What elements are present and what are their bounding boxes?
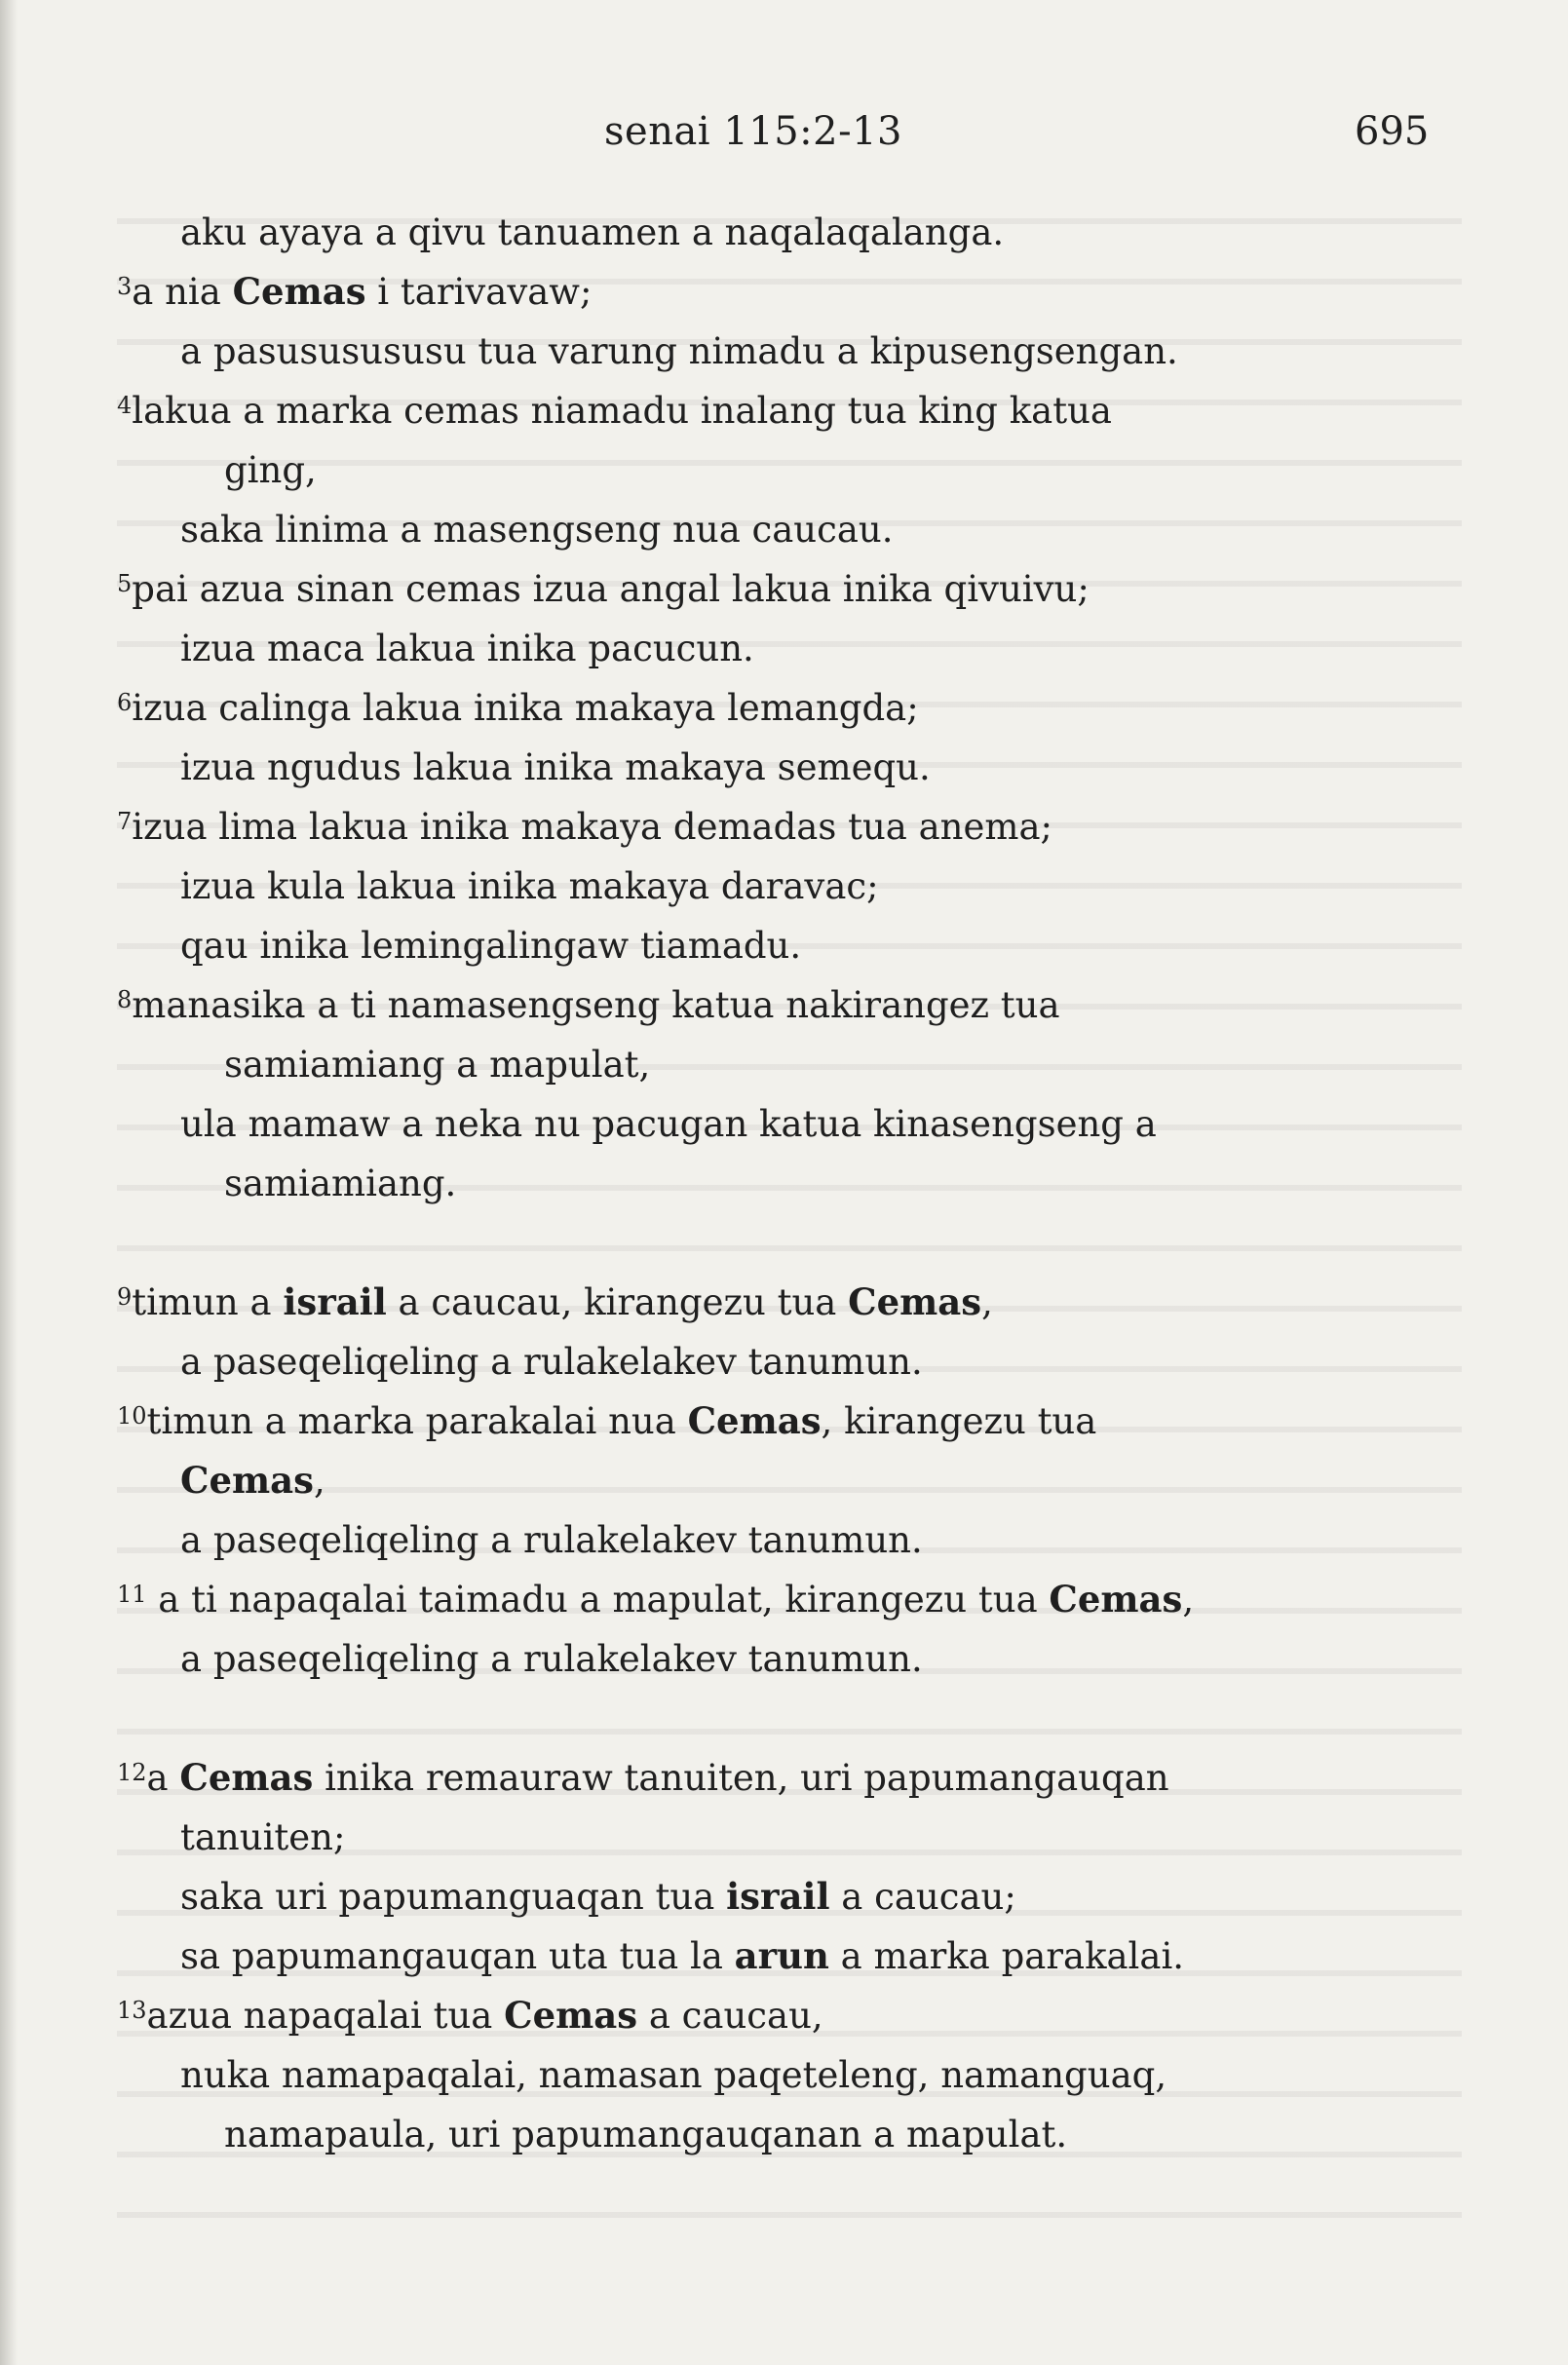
verse-number: 6	[117, 689, 133, 716]
verse-line	[117, 1629, 1423, 1689]
verse-line	[117, 1332, 1423, 1392]
verse-line	[117, 2045, 1423, 2105]
verse-line	[117, 440, 1423, 500]
verse-number: 8	[117, 986, 133, 1013]
verse-line	[117, 1570, 1423, 1629]
verse-text: ging,	[224, 449, 317, 491]
running-head: senai 115:2-13	[604, 109, 903, 154]
verse-text: izua kula lakua inika makaya daravac;	[180, 865, 879, 907]
bold-name: Cemas	[687, 1399, 822, 1442]
verse-text: a paseqeliqeling a rulakelakev tanumun.	[180, 1638, 923, 1680]
verse-text: a paseqeliqeling a rulakelakev tanumun.	[180, 1519, 923, 1561]
verse-text: izua lima lakua inika makaya demadas tua anema;	[132, 806, 1053, 848]
stanza-gap	[117, 1213, 1423, 1273]
verse-number: 5	[117, 570, 133, 597]
verse-line	[117, 738, 1423, 797]
verse-text: a caucau;	[829, 1876, 1016, 1918]
verse-line	[117, 262, 1423, 322]
verse-text: pai azua sinan cemas izua angal lakua inika qivuivu;	[132, 568, 1090, 610]
verse-text: azua napaqalai tua	[146, 1995, 505, 2037]
verse-line	[117, 559, 1423, 619]
verse-text: samiamiang.	[224, 1163, 457, 1204]
verse-number: 3	[117, 273, 133, 300]
verse-line	[117, 1926, 1423, 1986]
page-gutter-shadow	[0, 0, 18, 2365]
verse-line	[117, 857, 1423, 916]
verse-number: 12	[117, 1759, 147, 1786]
verse-text: aku ayaya a qivu tanuamen a naqalaqalanga.	[180, 211, 1005, 253]
verse-number: 9	[117, 1283, 133, 1311]
verse-line	[117, 1094, 1423, 1154]
verse-line	[117, 916, 1423, 975]
verse-text: lakua a marka cemas niamadu inalang tua king katua	[132, 390, 1112, 432]
verse-line	[117, 1035, 1423, 1094]
stanza-gap	[117, 1689, 1423, 1748]
verse-text: ,	[1182, 1579, 1195, 1621]
verse-text: izua calinga lakua inika makaya lemangda;	[132, 687, 919, 729]
bold-name: arun	[734, 1934, 829, 1977]
verse-line	[117, 1273, 1423, 1332]
verse-line	[117, 1808, 1423, 1867]
verse-text: inika remauraw tanuiten, uri papumangauqan	[313, 1757, 1169, 1799]
verse-line	[117, 678, 1423, 738]
verse-line	[117, 2105, 1423, 2164]
verse-text: samiamiang a mapulat,	[224, 1044, 651, 1086]
bold-name: Cemas	[848, 1280, 982, 1323]
verse-text: timun a marka parakalai nua	[146, 1400, 688, 1442]
verse-line	[117, 1867, 1423, 1926]
verse-line	[117, 500, 1423, 559]
verse-text-block	[117, 203, 1423, 2164]
verse-text: saka uri papumanguaqan tua	[180, 1876, 727, 1918]
page-header	[0, 109, 1568, 168]
bold-name: Cemas	[504, 1994, 638, 2037]
verse-text: saka linima a masengseng nua caucau.	[180, 509, 894, 551]
verse-text: a paseqeliqeling a rulakelakev tanumun.	[180, 1341, 923, 1383]
verse-line	[117, 1986, 1423, 2045]
verse-line	[117, 322, 1423, 381]
verse-number: 13	[117, 1997, 147, 2024]
verse-line	[117, 203, 1423, 262]
verse-text: ula mamaw a neka nu pacugan katua kinasengseng a	[180, 1103, 1157, 1145]
verse-text: a marka parakalai.	[828, 1935, 1185, 1977]
verse-text: a	[146, 1757, 180, 1799]
verse-text: a caucau,	[637, 1995, 823, 2037]
verse-text: , kirangezu tua	[821, 1400, 1097, 1442]
verse-line	[117, 1748, 1423, 1808]
verse-text: a caucau, kirangezu tua	[386, 1281, 849, 1323]
verse-text: sa papumangauqan uta tua la	[180, 1935, 735, 1977]
verse-number: 10	[117, 1402, 147, 1430]
bold-name: Cemas	[179, 1756, 314, 1799]
verse-line	[117, 1392, 1423, 1451]
verse-number: 11	[117, 1581, 147, 1608]
verse-text: a ti napaqalai taimadu a mapulat, kirangezu tua	[146, 1579, 1050, 1621]
verse-text: qau inika lemingalingaw tiamadu.	[180, 925, 802, 967]
verse-text: a pasususususu tua varung nimadu a kipusengsengan.	[180, 330, 1178, 372]
verse-text: a nia	[132, 271, 233, 313]
verse-text: ,	[981, 1281, 993, 1323]
verse-number: 4	[117, 392, 133, 419]
bold-name: israil	[726, 1875, 830, 1918]
bold-name: Cemas	[1049, 1578, 1183, 1621]
verse-line	[117, 797, 1423, 857]
verse-line	[117, 975, 1423, 1035]
verse-text: i tarivavaw;	[365, 271, 593, 313]
verse-line	[117, 1451, 1423, 1510]
verse-line	[117, 381, 1423, 440]
verse-text: timun a	[132, 1281, 284, 1323]
verse-text: ,	[313, 1460, 325, 1502]
bold-name: israil	[283, 1280, 387, 1323]
verse-line	[117, 1154, 1423, 1213]
verse-text: manasika a ti namasengseng katua nakirangez tua	[132, 984, 1060, 1026]
page-number: 695	[1355, 109, 1430, 154]
verse-line	[117, 619, 1423, 678]
bold-name: Cemas	[232, 270, 366, 313]
verse-text: namapaula, uri papumangauqanan a mapulat.	[224, 2114, 1068, 2155]
verse-text: nuka namapaqalai, namasan paqeteleng, namanguaq,	[180, 2054, 1167, 2096]
verse-text: tanuiten;	[180, 1816, 346, 1858]
verse-text: izua ngudus lakua inika makaya semequ.	[180, 746, 931, 788]
verse-number: 7	[117, 808, 133, 835]
verse-line	[117, 1510, 1423, 1570]
verse-text: izua maca lakua inika pacucun.	[180, 628, 754, 669]
bold-name: Cemas	[180, 1459, 314, 1502]
